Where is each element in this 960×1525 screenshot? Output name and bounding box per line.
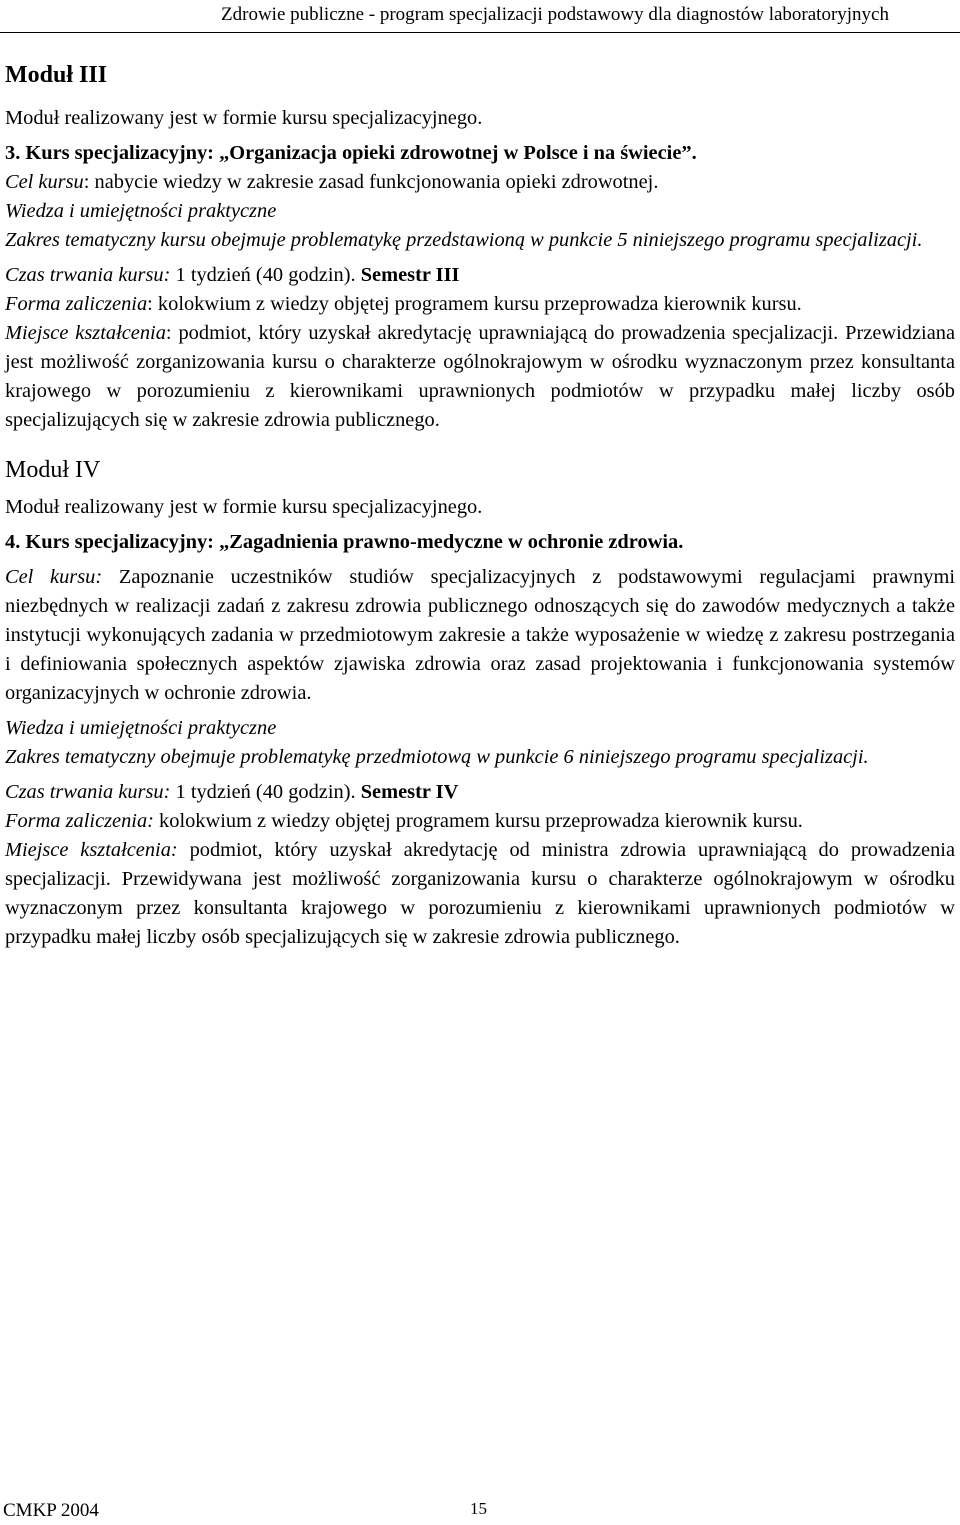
module-4-goal-label: Cel kursu: [5, 566, 103, 588]
module-4-skills-heading: Wiedza i umiejętności praktyczne [5, 717, 277, 739]
module-4-goal-text: Zapoznanie uczestników studiów specjalizacyjnych z podstawowymi regulacjami prawnymi niezbędnych w realizacji zadań z zakresu zdrowia publicznego odnoszących się do zawodów medycznych a także instytucji wykonujących zadania w przedmiotowym zakresie a także wyposażenie w wiedzę z zakresu postrzegania i definiowania społecznych aspektów zjawiska zdrowia oraz zasad projektowania i funkcjonowania systemów organizacyjnych w ochronie zdrowia. [5, 566, 955, 704]
module-3-goal [5, 168, 955, 197]
page-number: 15 [470, 1499, 487, 1518]
module-4-duration-value: 1 tydzień (40 godzin). [170, 781, 361, 803]
module-3-credit [5, 290, 955, 319]
module-3-place-label: Miejsce kształcenia [5, 322, 166, 344]
module-4-goal [5, 563, 955, 708]
module-3-place [5, 319, 955, 435]
module-3-course-title: 3. Kurs specjalizacyjny: „Organizacja opieki zdrowotnej w Polsce i na świecie”. [5, 142, 697, 164]
module-3-duration-label: Czas trwania kursu: [5, 264, 171, 286]
module-4-place [5, 836, 955, 952]
module-4-title: Moduł IV [5, 457, 101, 483]
module-4-place-text: podmiot, który uzyskał akredytację od ministra zdrowia uprawniającą do prowadzenia specjalizacji. Przewidywana jest możliwość zorganizowania kursu o charakterze ogólnokrajowym w ośrodku wyznaczonym przez konsultanta krajowego w porozumieniu z kierownikami uprawnionych podmiotów w przypadku małej liczby osób specjalizujących się w zakresie zdrowia publicznego. [5, 839, 955, 948]
footer-publisher: CMKP 2004 [3, 1500, 99, 1521]
running-header [0, 2, 960, 33]
module-3-title: Moduł III [5, 62, 108, 88]
module-4-intro: Moduł realizowany jest w formie kursu specjalizacyjnego. [5, 496, 483, 518]
module-4-credit [5, 807, 955, 836]
document-body [5, 58, 955, 952]
module-3-scope: Zakres tematyczny kursu obejmuje problematykę przedstawioną w punkcie 5 niniejszego programu specjalizacji. [5, 229, 923, 251]
module-4-semester: Semestr IV [360, 781, 459, 803]
module-3-semester: Semestr III [360, 264, 460, 286]
module-3-credit-label: Forma zaliczenia [5, 293, 148, 315]
module-3-skills-heading: Wiedza i umiejętności praktyczne [5, 200, 277, 222]
module-4-credit-text: kolokwium z wiedzy objętej programem kursu przeprowadza kierownik kursu. [153, 810, 803, 832]
module-3-goal-label: Cel kursu [5, 171, 84, 193]
module-4-course-title: 4. Kurs specjalizacyjny: „Zagadnienia prawno-medyczne w ochronie zdrowia. [5, 531, 684, 553]
module-3-credit-text: : kolokwium z wiedzy objętej programem kursu przeprowadza kierownik kursu. [147, 293, 802, 315]
module-3-goal-text: : nabycie wiedzy w zakresie zasad funkcjonowania opieki zdrowotnej. [83, 171, 659, 193]
module-4-duration-label: Czas trwania kursu: [5, 781, 171, 803]
module-4-duration [5, 778, 955, 807]
running-header-title: Zdrowie publiczne - program specjalizacji podstawowy dla diagnostów laboratoryjnych [221, 4, 889, 25]
module-4-credit-label: Forma zaliczenia: [5, 810, 154, 832]
module-3-duration-value: 1 tydzień (40 godzin). [170, 264, 361, 286]
module-3-place-text: : podmiot, który uzyskał akredytację uprawniającą do prowadzenia specjalizacji. Przewidziana jest możliwość zorganizowania kursu o charakterze ogólnokrajowym w ośrodku wyznaczonym przez konsultanta krajowego w porozumieniu z kierownikami uprawnionych podmiotów w przypadku małej liczby osób specjalizujących się w zakresie zdrowia publicznego. [5, 322, 956, 431]
module-3-intro: Moduł realizowany jest w formie kursu specjalizacyjnego. [5, 107, 483, 129]
module-3-duration [5, 261, 955, 290]
module-4-place-label: Miejsce kształcenia: [5, 839, 178, 861]
module-4-scope: Zakres tematyczny obejmuje problematykę przedmiotową w punkcie 6 niniejszego programu specjalizacji. [5, 746, 869, 768]
